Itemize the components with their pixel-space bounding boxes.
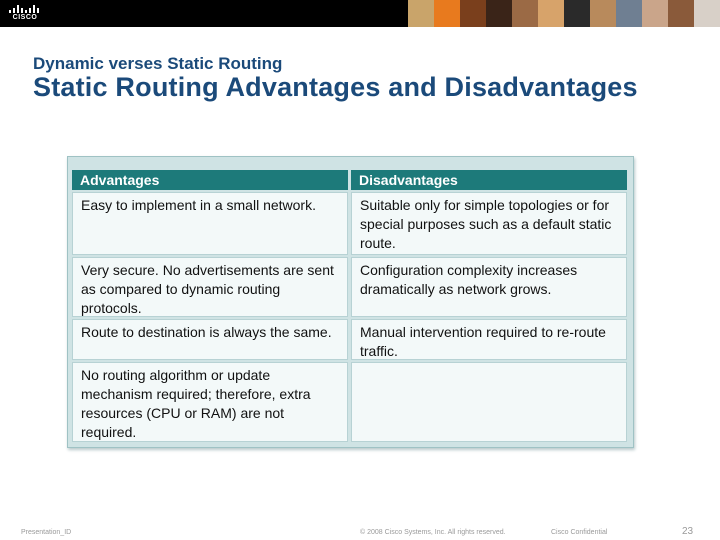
cisco-logo-bars-icon [9, 4, 41, 13]
banner-photo [564, 0, 590, 27]
footer-confidential: Cisco Confidential [551, 529, 608, 536]
table-cell-advantage: Route to destination is always the same. [72, 319, 348, 360]
banner-photo [642, 0, 668, 27]
banner-photo [460, 0, 486, 27]
header-disadvantages: Disadvantages [351, 170, 627, 190]
cisco-logo [8, 4, 42, 24]
table-cell-advantage: No routing algorithm or update mechanism required; therefore, extra resources (CPU or RAM) are not required. [72, 362, 348, 442]
table-cell-disadvantage: Suitable only for simple topologies or for special purposes such as a default static route. [351, 192, 627, 255]
banner-photo [590, 0, 616, 27]
table-cell-advantage: Easy to implement in a small network. [72, 192, 348, 255]
page-number: 23 [682, 526, 694, 537]
table-cell-disadvantage: Configuration complexity increases dramatically as network grows. [351, 257, 627, 317]
table-cell-advantage: Very secure. No advertisements are sent as compared to dynamic routing protocols. [72, 257, 348, 317]
slide-title: Static Routing Advantages and Disadvantages [33, 72, 638, 102]
header-advantages: Advantages [72, 170, 348, 190]
comparison-table [67, 156, 634, 448]
banner-photo [486, 0, 512, 27]
footer-copyright: © 2008 Cisco Systems, Inc. All rights reserved. [360, 529, 506, 536]
banner-photo [694, 0, 720, 27]
banner-photo [616, 0, 642, 27]
banner-photo [512, 0, 538, 27]
cisco-logo-text: CISCO [12, 14, 38, 21]
banner-photo [434, 0, 460, 27]
footer-presentation-id: Presentation_ID [21, 529, 72, 536]
top-banner [0, 0, 720, 27]
table-cell-disadvantage: Manual intervention required to re-route traffic. [351, 319, 627, 360]
banner-photo [538, 0, 564, 27]
banner-photo-strip [408, 0, 720, 27]
table-cell-disadvantage [351, 362, 627, 442]
slide-subtitle: Dynamic verses Static Routing [33, 54, 283, 73]
banner-photo [668, 0, 694, 27]
banner-photo [408, 0, 434, 27]
